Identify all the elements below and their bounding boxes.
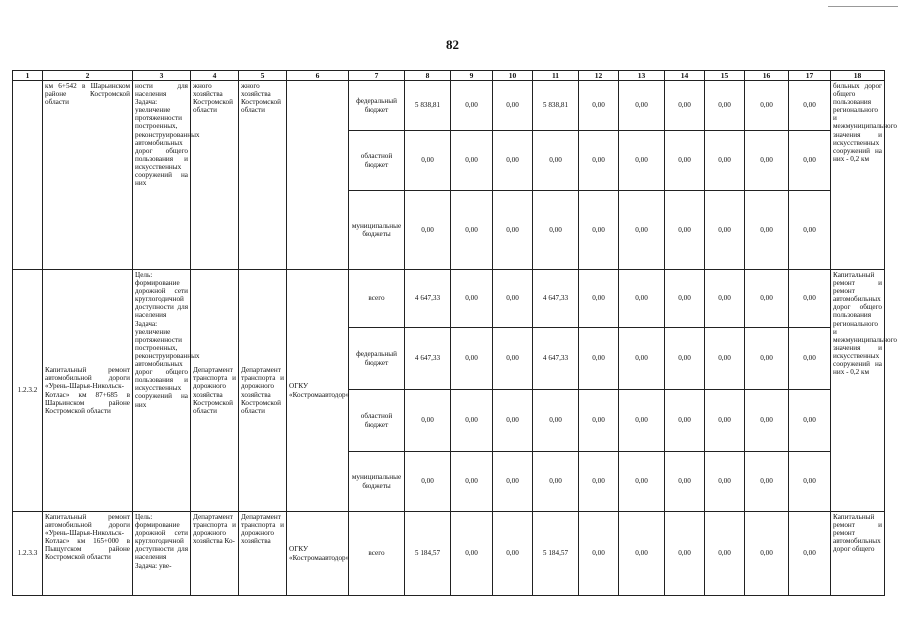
goal-task: Цель: формирование дорожной сети круглогодичной доступности для населения Задача: увеличение протяженности построенных, реконструированных автомобильных дорог общего пользования и искусственных сооружений на них [133, 270, 191, 512]
amount-cell: 0,00 [493, 328, 533, 390]
column-number-1: 1 [13, 71, 43, 81]
amount-cell: 0,00 [745, 512, 789, 596]
amount-cell: 0,00 [405, 131, 451, 191]
amount-cell: 4 647,33 [405, 328, 451, 390]
column-number-8: 8 [405, 71, 451, 81]
amount-cell: 0,00 [451, 270, 493, 328]
amount-cell: 0,00 [665, 270, 705, 328]
responsible-executor: Департамент транспорта и дорожного хозяйства Ко- [191, 512, 239, 596]
amount-cell: 0,00 [665, 390, 705, 452]
responsible-executor: Департамент транспорта и дорожного хозяйства Костромской области [191, 270, 239, 512]
amount-cell: 0,00 [705, 81, 745, 131]
amount-cell: 0,00 [745, 191, 789, 270]
amount-cell: 0,00 [579, 328, 619, 390]
amount-cell: 0,00 [789, 270, 831, 328]
column-number-row [13, 71, 885, 81]
column-number-13: 13 [619, 71, 665, 81]
amount-cell: 0,00 [745, 390, 789, 452]
column-number-18: 18 [831, 71, 885, 81]
table-row [13, 81, 885, 131]
budget-table [12, 70, 897, 596]
amount-cell: 0,00 [493, 390, 533, 452]
co-executor: Департамент транспорта и дорожного хозяйства [239, 512, 287, 596]
column-number-7: 7 [349, 71, 405, 81]
object-name: км 6+542 в Шарьинском районе Костромской области [43, 81, 133, 270]
goal-task: ности для населения Задача: увеличение протяженности построенных, реконструированных автомобильных дорог общего пользования и искусственных сооружений на них [133, 81, 191, 270]
amount-cell: 0,00 [745, 452, 789, 512]
amount-cell: 0,00 [451, 81, 493, 131]
amount-cell: 5 184,57 [405, 512, 451, 596]
amount-cell: 0,00 [789, 191, 831, 270]
amount-cell: 0,00 [579, 81, 619, 131]
amount-cell: 0,00 [665, 452, 705, 512]
amount-cell: 0,00 [665, 191, 705, 270]
amount-cell: 0,00 [665, 512, 705, 596]
amount-cell: 0,00 [451, 452, 493, 512]
amount-cell: 0,00 [705, 512, 745, 596]
amount-cell: 0,00 [533, 191, 579, 270]
amount-cell: 0,00 [789, 452, 831, 512]
amount-cell: 0,00 [705, 131, 745, 191]
column-number-11: 11 [533, 71, 579, 81]
amount-cell: 0,00 [493, 512, 533, 596]
funding-source: всего [349, 270, 405, 328]
amount-cell: 0,00 [451, 512, 493, 596]
amount-cell: 0,00 [579, 131, 619, 191]
amount-cell: 0,00 [405, 390, 451, 452]
amount-cell: 0,00 [619, 452, 665, 512]
funding-source: областной бюджет [349, 390, 405, 452]
amount-cell: 0,00 [789, 512, 831, 596]
amount-cell: 0,00 [789, 131, 831, 191]
amount-cell: 0,00 [619, 81, 665, 131]
amount-cell: 0,00 [705, 390, 745, 452]
page-number: 82 [446, 37, 459, 52]
column-number-12: 12 [579, 71, 619, 81]
amount-cell: 0,00 [619, 328, 665, 390]
funding-source: всего [349, 512, 405, 596]
amount-cell: 0,00 [533, 452, 579, 512]
expected-result: бильных дорог общего пользования регионального и межмуниципального значения и искусственных сооружений на них - 0,2 км [831, 81, 885, 270]
funding-source: муниципальные бюджеты [349, 452, 405, 512]
amount-cell: 0,00 [579, 191, 619, 270]
column-number-3: 3 [133, 71, 191, 81]
column-number-17: 17 [789, 71, 831, 81]
amount-cell: 0,00 [745, 81, 789, 131]
responsible-executor: жного хозяйства Костромской области [191, 81, 239, 270]
column-number-16: 16 [745, 71, 789, 81]
column-number-5: 5 [239, 71, 287, 81]
amount-cell: 0,00 [405, 191, 451, 270]
amount-cell: 0,00 [493, 131, 533, 191]
scan-edge-line [828, 6, 898, 7]
amount-cell: 0,00 [789, 81, 831, 131]
amount-cell: 0,00 [579, 512, 619, 596]
column-number-6: 6 [287, 71, 349, 81]
participant [287, 81, 349, 270]
amount-cell: 0,00 [745, 131, 789, 191]
amount-cell: 0,00 [579, 270, 619, 328]
amount-cell: 0,00 [619, 191, 665, 270]
table-row [13, 270, 885, 328]
amount-cell: 0,00 [579, 452, 619, 512]
amount-cell: 0,00 [789, 390, 831, 452]
amount-cell: 4 647,33 [533, 328, 579, 390]
participant: ОГКУ «Костромаавтодор» [287, 512, 349, 596]
amount-cell: 0,00 [745, 328, 789, 390]
amount-cell: 0,00 [493, 452, 533, 512]
amount-cell: 0,00 [705, 452, 745, 512]
amount-cell: 0,00 [451, 328, 493, 390]
co-executor: жного хозяйства Костромской области [239, 81, 287, 270]
row-code: 1.2.3.2 [13, 270, 43, 512]
amount-cell: 0,00 [705, 328, 745, 390]
amount-cell: 4 647,33 [533, 270, 579, 328]
amount-cell: 0,00 [665, 131, 705, 191]
amount-cell: 0,00 [705, 191, 745, 270]
amount-cell: 0,00 [665, 81, 705, 131]
funding-source: федеральный бюджет [349, 328, 405, 390]
column-number-14: 14 [665, 71, 705, 81]
funding-source: муниципальные бюджеты [349, 191, 405, 270]
amount-cell: 5 838,81 [405, 81, 451, 131]
column-number-2: 2 [43, 71, 133, 81]
column-number-10: 10 [493, 71, 533, 81]
amount-cell: 0,00 [451, 191, 493, 270]
amount-cell: 0,00 [665, 328, 705, 390]
amount-cell: 0,00 [493, 191, 533, 270]
amount-cell: 5 838,81 [533, 81, 579, 131]
amount-cell: 0,00 [493, 81, 533, 131]
column-number-4: 4 [191, 71, 239, 81]
row-code [13, 81, 43, 270]
amount-cell: 0,00 [451, 131, 493, 191]
funding-source: федеральный бюджет [349, 81, 405, 131]
participant: ОГКУ «Костромаавтодор» [287, 270, 349, 512]
amount-cell: 0,00 [745, 270, 789, 328]
amount-cell: 0,00 [493, 270, 533, 328]
amount-cell: 5 184,57 [533, 512, 579, 596]
amount-cell: 0,00 [533, 131, 579, 191]
amount-cell: 0,00 [619, 390, 665, 452]
goal-task: Цель: формирование дорожной сети круглогодичной доступности для населения Задача: уве- [133, 512, 191, 596]
amount-cell: 0,00 [451, 390, 493, 452]
table-row [13, 512, 885, 596]
co-executor: Департамент транспорта и дорожного хозяйства Костромской области [239, 270, 287, 512]
row-code: 1.2.3.3 [13, 512, 43, 596]
amount-cell: 0,00 [533, 390, 579, 452]
object-name: Капитальный ремонт автомобильной дороги «Урень-Шарья-Никольск-Котлас» км 87+685 в Шарьинском районе Костромской области [43, 270, 133, 512]
amount-cell: 4 647,33 [405, 270, 451, 328]
column-number-9: 9 [451, 71, 493, 81]
amount-cell: 0,00 [619, 270, 665, 328]
amount-cell: 0,00 [619, 512, 665, 596]
object-name: Капитальный ремонт автомобильной дороги «Урень-Шарья-Никольск-Котлас» км 165+000 в Пыщугском районе Костромской области [43, 512, 133, 596]
expected-result: Капитальный ремонт и ремонт автомобильных дорог общего пользования регионального и межмуниципального значения и искусственных сооружений на них - 0,2 км [831, 270, 885, 512]
amount-cell: 0,00 [579, 390, 619, 452]
expected-result: Капитальный ремонт и ремонт автомобильных дорог общего [831, 512, 885, 596]
amount-cell: 0,00 [405, 452, 451, 512]
amount-cell: 0,00 [705, 270, 745, 328]
column-number-15: 15 [705, 71, 745, 81]
amount-cell: 0,00 [789, 328, 831, 390]
amount-cell: 0,00 [619, 131, 665, 191]
funding-source: областной бюджет [349, 131, 405, 191]
